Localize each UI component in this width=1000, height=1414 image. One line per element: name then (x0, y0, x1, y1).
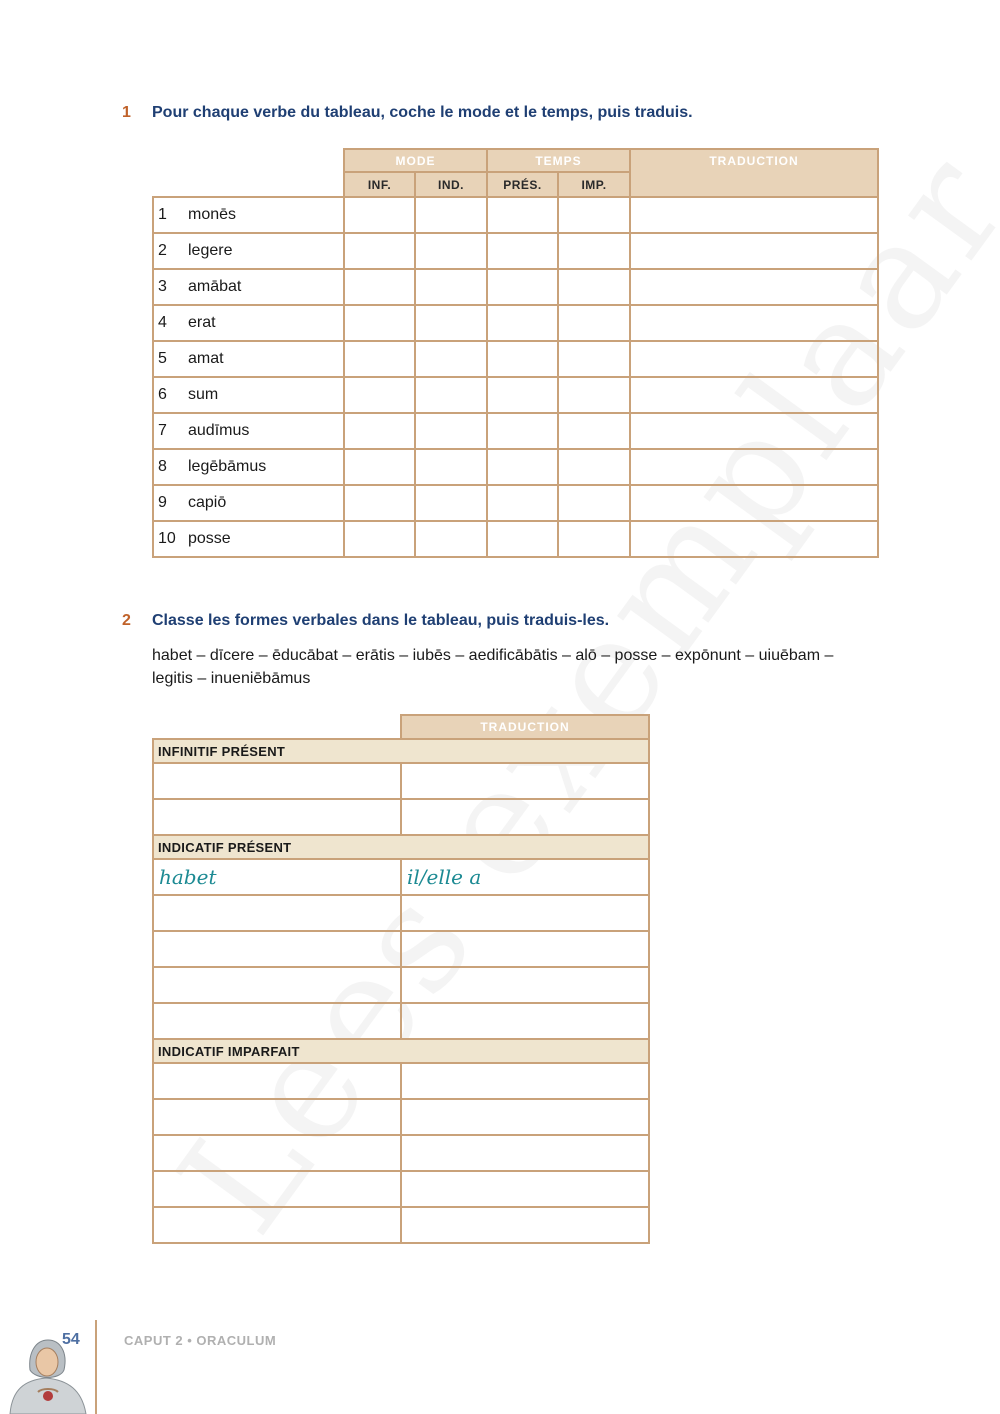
table-row (153, 1063, 649, 1099)
table-row (153, 377, 878, 413)
table-row (153, 1171, 649, 1207)
row-number: 7 (158, 422, 167, 439)
inf-checkbox-cell[interactable] (344, 305, 415, 341)
pres-checkbox-cell[interactable] (487, 305, 558, 341)
translation-cell[interactable] (401, 1099, 649, 1135)
table-row (153, 1207, 649, 1243)
pres-checkbox-cell[interactable] (487, 341, 558, 377)
table-row (153, 967, 649, 1003)
verb-form: amat (188, 350, 224, 367)
form-cell[interactable] (153, 1063, 401, 1099)
header-ind: IND. (415, 172, 487, 197)
classification-table (152, 714, 650, 1244)
row-number: 10 (158, 530, 176, 547)
verb-cell (153, 485, 344, 521)
page-number: 54 (62, 1331, 80, 1348)
table-row (153, 413, 878, 449)
table-row (153, 485, 878, 521)
verb-cell (153, 341, 344, 377)
form-cell[interactable] (153, 967, 401, 1003)
pres-checkbox-cell[interactable] (487, 485, 558, 521)
verb-cell (153, 305, 344, 341)
inf-checkbox-cell[interactable] (344, 233, 415, 269)
translation-cell[interactable] (630, 485, 878, 521)
row-number: 3 (158, 278, 167, 295)
header-imp: IMP. (558, 172, 630, 197)
translation-cell[interactable] (401, 1063, 649, 1099)
table-row (153, 895, 649, 931)
verb-form-list: habet – dīcere – ēducābat – erātis – iubēs – aedificābātis – alō – posse – expōnunt – uiuēbam – legitis – inueniēbāmus (152, 647, 834, 687)
exercise-1-instruction: Pour chaque verbe du tableau, coche le mode et le temps, puis traduis. (152, 104, 693, 121)
exercise-2-instruction: Classe les formes verbales dans le tableau, puis traduis-les. (152, 612, 610, 629)
ind-checkbox-cell[interactable] (415, 305, 487, 341)
section-indicatif-imparfait: INDICATIF IMPARFAIT (153, 1039, 649, 1063)
chapter-label: CAPUT 2 • ORACULUM (124, 1333, 277, 1348)
exercise-1-title (122, 104, 693, 122)
translation-cell[interactable] (630, 449, 878, 485)
ind-checkbox-cell[interactable] (415, 341, 487, 377)
header-inf: INF. (344, 172, 415, 197)
inf-checkbox-cell[interactable] (344, 521, 415, 557)
header-pres: PRÉS. (487, 172, 558, 197)
header-mode: MODE (344, 149, 487, 172)
ind-checkbox-cell[interactable] (415, 233, 487, 269)
exercise-2-title (122, 612, 609, 630)
table-row (153, 1099, 649, 1135)
imp-checkbox-cell[interactable] (558, 197, 630, 233)
section-infinitif-present: INFINITIF PRÉSENT (153, 739, 649, 763)
row-number: 9 (158, 494, 167, 511)
translation-cell[interactable] (630, 305, 878, 341)
inf-checkbox-cell[interactable] (344, 449, 415, 485)
translation-cell[interactable] (630, 377, 878, 413)
verb-form: monēs (188, 206, 237, 223)
verb-form: audīmus (188, 422, 250, 439)
form-cell[interactable] (153, 895, 401, 931)
form-cell[interactable] (153, 1099, 401, 1135)
row-number: 8 (158, 458, 167, 475)
form-cell[interactable] (153, 799, 401, 835)
translation-cell[interactable] (630, 197, 878, 233)
verb-form: legere (188, 242, 233, 259)
table-row (153, 763, 649, 799)
verb-form: amābat (188, 278, 242, 295)
table-row (153, 521, 878, 557)
imp-checkbox-cell[interactable] (558, 521, 630, 557)
verb-form: capiō (188, 494, 227, 511)
imp-checkbox-cell[interactable] (558, 377, 630, 413)
imp-checkbox-cell[interactable] (558, 449, 630, 485)
inf-checkbox-cell[interactable] (344, 341, 415, 377)
row-number: 2 (158, 242, 167, 259)
ind-checkbox-cell[interactable] (415, 269, 487, 305)
pres-checkbox-cell[interactable] (487, 449, 558, 485)
table-row (153, 449, 878, 485)
row-number: 1 (158, 206, 167, 223)
translation-cell[interactable] (401, 763, 649, 799)
ind-checkbox-cell[interactable] (415, 485, 487, 521)
inf-checkbox-cell[interactable] (344, 377, 415, 413)
pres-checkbox-cell[interactable] (487, 233, 558, 269)
verb-cell (153, 269, 344, 305)
table-row (153, 233, 878, 269)
verb-form: posse (188, 530, 231, 547)
pres-checkbox-cell[interactable] (487, 197, 558, 233)
imp-checkbox-cell[interactable] (558, 413, 630, 449)
form-cell[interactable] (153, 1171, 401, 1207)
form-cell[interactable] (153, 1003, 401, 1039)
translation-cell[interactable] (401, 967, 649, 1003)
translation-cell[interactable] (630, 521, 878, 557)
inf-checkbox-cell[interactable] (344, 413, 415, 449)
translation-cell[interactable] (630, 233, 878, 269)
ind-checkbox-cell[interactable] (415, 521, 487, 557)
table-row (153, 799, 649, 835)
table-row (153, 1135, 649, 1171)
table-row (153, 197, 878, 233)
imp-checkbox-cell[interactable] (558, 269, 630, 305)
table-row (153, 1003, 649, 1039)
verb-cell (153, 413, 344, 449)
translation-cell[interactable] (401, 1207, 649, 1243)
ind-checkbox-cell[interactable] (415, 413, 487, 449)
ind-checkbox-cell[interactable] (415, 377, 487, 413)
row-number: 5 (158, 350, 167, 367)
verb-cell (153, 521, 344, 557)
row-number: 4 (158, 314, 167, 331)
section-indicatif-present: INDICATIF PRÉSENT (153, 835, 649, 859)
inf-checkbox-cell[interactable] (344, 269, 415, 305)
translation-cell[interactable] (401, 1135, 649, 1171)
imp-checkbox-cell[interactable] (558, 305, 630, 341)
form-cell[interactable] (153, 1135, 401, 1171)
inf-checkbox-cell[interactable] (344, 485, 415, 521)
pres-checkbox-cell[interactable] (487, 269, 558, 305)
pres-checkbox-cell[interactable] (487, 413, 558, 449)
inf-checkbox-cell[interactable] (344, 197, 415, 233)
verb-form: erat (188, 314, 216, 331)
verb-table (152, 148, 879, 558)
form-cell[interactable] (153, 1207, 401, 1243)
translation-cell[interactable] (630, 413, 878, 449)
imp-checkbox-cell[interactable] (558, 341, 630, 377)
verb-cell (153, 449, 344, 485)
translation-cell[interactable] (630, 341, 878, 377)
translation-cell[interactable] (401, 1003, 649, 1039)
verb-cell (153, 197, 344, 233)
translation-cell[interactable] (630, 269, 878, 305)
example-form: habet (153, 859, 401, 895)
verb-form: sum (188, 386, 219, 403)
header-traduction: TRADUCTION (401, 715, 649, 739)
header-spacer (153, 172, 344, 197)
imp-checkbox-cell[interactable] (558, 485, 630, 521)
imp-checkbox-cell[interactable] (558, 233, 630, 269)
exercise-1-number: 1 (122, 104, 131, 121)
exercise-2-number: 2 (122, 612, 131, 629)
pres-checkbox-cell[interactable] (487, 377, 558, 413)
form-cell[interactable] (153, 931, 401, 967)
header-temps: TEMPS (487, 149, 630, 172)
ind-checkbox-cell[interactable] (415, 449, 487, 485)
verb-cell (153, 377, 344, 413)
verb-cell (153, 233, 344, 269)
translation-cell[interactable] (401, 799, 649, 835)
ind-checkbox-cell[interactable] (415, 197, 487, 233)
header-spacer (153, 149, 344, 172)
translation-cell[interactable] (401, 1171, 649, 1207)
verb-form: legēbāmus (188, 458, 267, 475)
header-traduction: TRADUCTION (630, 149, 878, 197)
form-cell[interactable] (153, 763, 401, 799)
table-row (153, 341, 878, 377)
table-row (153, 931, 649, 967)
pres-checkbox-cell[interactable] (487, 521, 558, 557)
table-row (153, 269, 878, 305)
footer-divider (95, 1320, 97, 1414)
example-translation: il/elle a (401, 859, 649, 895)
header-spacer (153, 715, 401, 739)
table-row (153, 859, 649, 895)
table-row (153, 305, 878, 341)
translation-cell[interactable] (401, 931, 649, 967)
translation-cell[interactable] (401, 895, 649, 931)
row-number: 6 (158, 386, 167, 403)
